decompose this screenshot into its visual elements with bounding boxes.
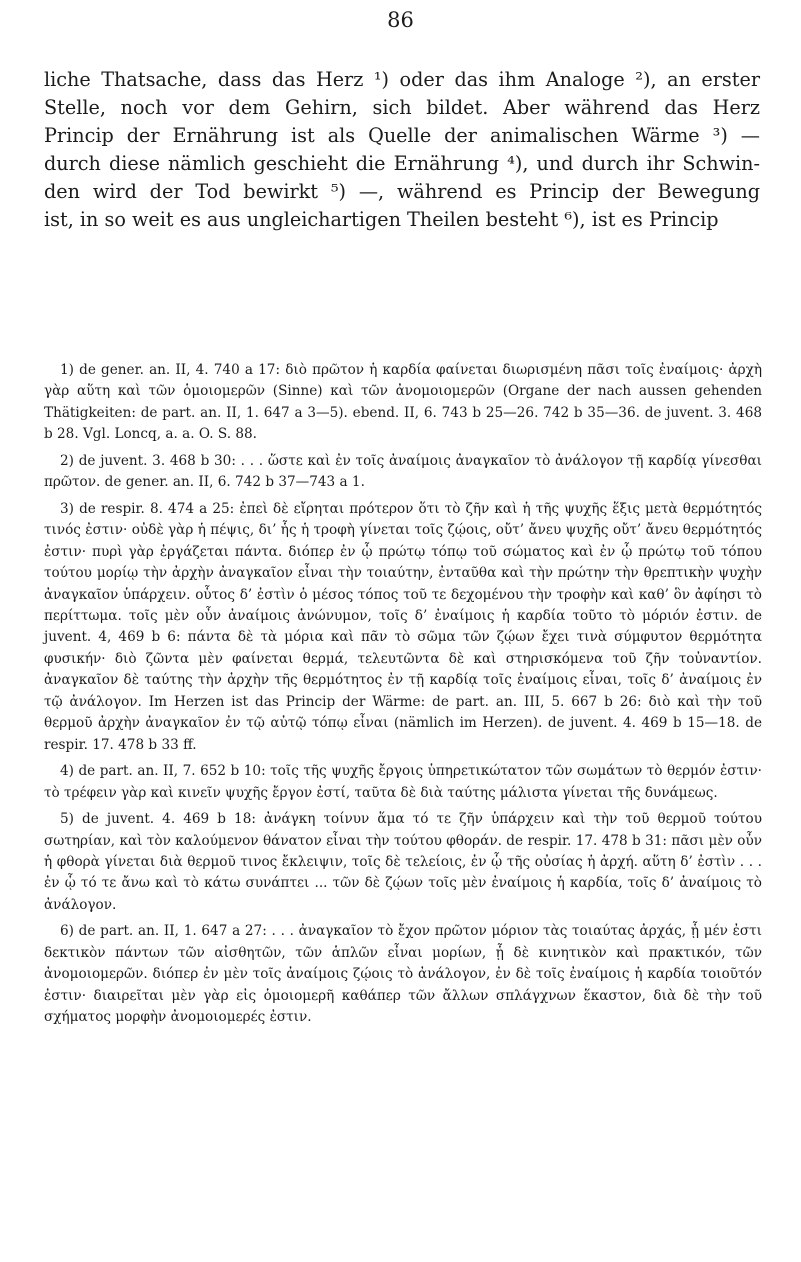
footnote-5: 5) de juvent. 4. 469 b 18: ἀνάγκη τοίνυν ἅμα τό τε ζῆν ὑπάρχειν καὶ τὴν τοῦ θερμοῦ τούτου σωτηρίαν, καὶ τὸν καλούμενον θάνατον εἶναι τὴν τούτου φθοράν. de respir. 17. 478 b 31: πᾶσι μὲν οὖν ἡ φθορὰ γίνεται διὰ θερμοῦ τινος ἔκλειψιν, τοῖς δὲ τελείοις, ἐν ᾧ τῆς οὐσίας ἡ ἀρχή. αὕτη δ’ ἐστὶν . . . ἐν ᾧ τό τε ἄνω καὶ τὸ κάτω συνάπτει ... τῶν δὲ ζῴων τοῖς μὲν ἐναίμοις ἡ καρδία, τοῖς δ’ ἀναίμοις τὸ ἀνάλογον.	[44, 811, 762, 913]
footnote-3: 3) de respir. 8. 474 a 25: ἐπεὶ δὲ εἴρηται πρότερον ὅτι τὸ ζῆν καὶ ἡ τῆς ψυχῆς ἕξις μετὰ θερμότητός τινός ἐστιν· οὐδὲ γὰρ ἡ πέψις, δι’ ἧς ἡ τροφὴ γίνεται τοῖς ζῴοις, οὔτ’ ἄνευ ψυχῆς οὔτ’ ἄνευ θερμότητός ἐστιν· πυρὶ γὰρ ἐργάζεται πάντα. διόπερ ἐν ᾧ πρώτῳ τόπῳ τοῦ σώματος καὶ ἐν ᾧ πρώτῳ τοῦ τόπου τούτου μορίῳ τὴν ἀρχὴν ἀναγκαῖον εἶναι τὴν τοιαύτην, ἐνταῦθα καὶ τὴν πρώτην τὴν θρεπτικὴν ψυχὴν ἀναγκαῖον ὑπάρχειν. οὗτος δ’ ἐστὶν ὁ μέσος τόπος τοῦ τε δεχομένου τὴν τροφὴν καὶ καθ’ ὃν ἀφίησι τὸ περίττωμα. τοῖς μὲν οὖν ἀναίμοις ἀνώνυμον, τοῖς δ’ ἐναίμοις ἡ καρδία τοῦτο τὸ μόριόν ἐστιν. de juvent. 4, 469 b 6: πάντα δὲ τὰ μόρια καὶ πᾶν τὸ σῶμα τῶν ζῴων ἔχει τινὰ σύμφυτον θερμότητα φυσικήν· διὸ ζῶντα μὲν φαίνεται θερμά, τελευτῶντα δὲ καὶ στηρισκόμενα τοῦ ζῆν τοὐναντίον. ἀναγκαῖον δὲ ταύτης τὴν ἀρχὴν τῆς θερμότητος ἐν τῇ καρδίᾳ τοῖς ἐναίμοις εἶναι, τοῖς δ’ ἀναίμοις ἐν τῷ ἀνάλογον. Im Herzen ist das Princip der Wärme: de part. an. III, 5. 667 b 26: διὸ καὶ τὴν τοῦ θερμοῦ ἀρχὴν ἀναγκαῖον ἐν τῷ αὐτῷ τόπῳ εἶναι (nämlich im Herzen). de juvent. 4. 469 b 15—18. de respir. 17. 478 b 33 ff.	[44, 500, 762, 753]
body-text	[44, 66, 760, 234]
footnote-1: 1) de gener. an. II, 4. 740 a 17: διὸ πρῶτον ἡ καρδία φαίνεται διωρισμένη πᾶσι τοῖς ἐναίμοις· ἀρχὴ γὰρ αὕτη καὶ τῶν ὁμοιομερῶν (Sinne) καὶ τῶν ἀνομοιομερῶν (Organe der nach aussen gehenden Thätigkeiten: de part. an. II, 1. 647 a 3—5). ebend. II, 6. 743 b 25—26. 742 b 35—36. de juvent. 3. 468 b 28. Vgl. Loncq, a. a. O. S. 88.	[44, 362, 762, 443]
body-line: durch diese nämlich geschieht die Ernährung ⁴), und durch ihr Schwin-	[44, 152, 760, 175]
footnote-2: 2) de juvent. 3. 468 b 30: . . . ὥστε καὶ ἐν τοῖς ἀναίμοις ἀναγκαῖον τὸ ἀνάλογον τῇ καρδίᾳ γίνεσθαι πρῶτον. de gener. an. II, 6. 742 b 37—743 a 1.	[44, 452, 762, 491]
footnote-4: 4) de part. an. II, 7. 652 b 10: τοῖς τῆς ψυχῆς ἔργοις ὑπηρετικώτατον τῶν σωμάτων τὸ θερμόν ἐστιν· τὸ τρέφειν γὰρ καὶ κινεῖν ψυχῆς ἔργον ἐστί, ταῦτα δὲ διὰ ταύτης μάλιστα γίνεται τῆς δυνάμεως.	[44, 763, 762, 801]
body-line: Princip der Ernährung ist als Quelle der animalischen Wärme ³) —	[44, 124, 760, 147]
body-line: Stelle, noch vor dem Gehirn, sich bildet. Aber während das Herz	[44, 96, 760, 119]
body-line: den wird der Tod bewirkt ⁵) —, während es Princip der Bewegung	[44, 180, 760, 203]
footnote-6: 6) de part. an. II, 1. 647 a 27: . . . ἀναγκαῖον τὸ ἔχον πρῶτον μόριον τὰς τοιαύτας ἀρχάς, ᾗ μέν ἐστι δεκτικὸν πάντων τῶν αἰσθητῶν, τῶν ἁπλῶν εἶναι μορίων, ᾗ δὲ κινητικὸν καὶ πρακτικόν, τῶν ἀνομοιομερῶν. διόπερ ἐν μὲν τοῖς ἀναίμοις ζῴοις τὸ ἀνάλογον, ἐν δὲ τοῖς ἐναίμοις ἡ καρδία τοιοῦτόν ἐστιν· διαιρεῖται μὲν γὰρ εἰς ὁμοιομερῆ καθάπερ τῶν ἄλλων σπλάγχνων ἕκαστον, διὰ δὲ τὴν τοῦ σχήματος μορφὴν ἀνομοιομερές ἐστιν.	[44, 923, 762, 1026]
page-number: 86	[387, 8, 414, 32]
body-line: liche Thatsache, dass das Herz ¹) oder das ihm Analoge ²), an erster	[44, 68, 760, 91]
body-line: ist, in so weit es aus ungleichartigen Theilen besteht ⁶), ist es Princip	[44, 208, 719, 231]
footnotes	[44, 360, 762, 1034]
